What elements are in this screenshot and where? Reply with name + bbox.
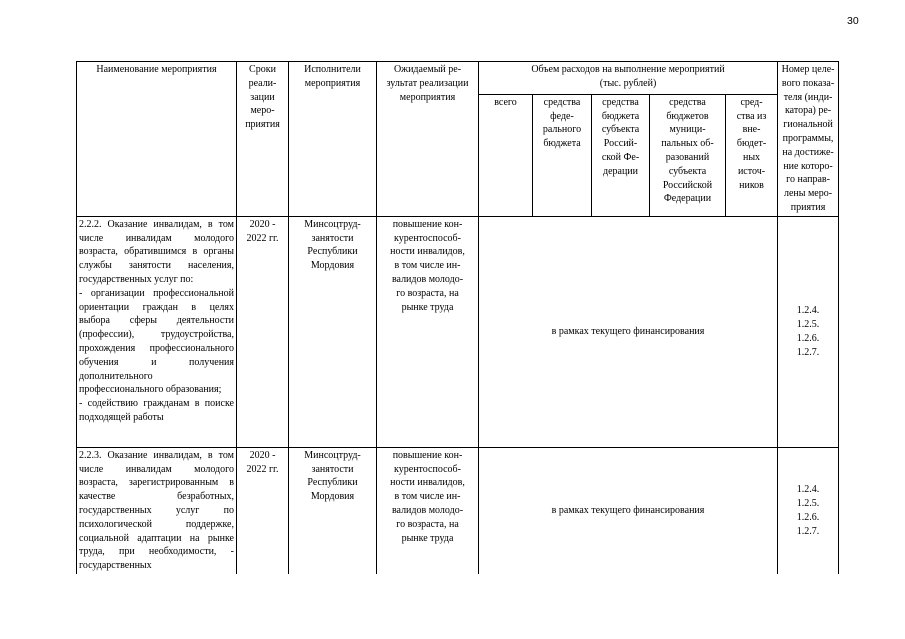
measure-indicators: 1.2.4. 1.2.5. 1.2.6. 1.2.7. [778,216,839,447]
header-regional: средства бюджета субъекта Россий- ской Фе- дерации [592,94,650,216]
header-terms: Сроки реали- зации меро- приятия [237,62,289,217]
header-federal: средства феде- рального бюджета [533,94,592,216]
header-municipal: средства бюджетов муници- пальных об- разований субъекта Российской Федерации [650,94,726,216]
table-row [77,216,839,447]
header-executors: Исполнители мероприятия [289,62,377,217]
header-name: Наименование мероприятия [77,62,237,217]
measure-result: повышение кон- курентоспособ- ности инвалидов, в том числе ин- валидов молодо- го возраста, на рынке труда [377,447,479,574]
measure-indicators: 1.2.4. 1.2.5. 1.2.6. 1.2.7. [778,447,839,574]
table-row [77,447,839,574]
measure-name: 2.2.3. Оказание инвалидам, в том числе инвалидам молодого возраста, зарегистрированным в качестве безработных, государственных услуг по психологической поддержке, социальной адаптации на рынке труда, при необходимости, - государственных [77,447,237,574]
page-number: 30 [847,15,859,27]
header-total: всего [479,94,533,216]
measure-financing: в рамках текущего финансирования [479,216,778,447]
header-row [77,62,839,95]
measure-financing: в рамках текущего финансирования [479,447,778,574]
header-expenses: Объем расходов на выполнение мероприятий (тыс. рублей) [479,62,778,95]
header-extrabudget: сред- ства из вне- бюдет- ных источ- ников [726,94,778,216]
header-indicator: Номер целе- вого показа- теля (инди- катора) ре- гиональной программы, на достиже- ние которо- го направ- лены меро- приятия [778,62,839,217]
measure-result: повышение кон- курентоспособ- ности инвалидов, в том числе ин- валидов молодо- го возраста, на рынке труда [377,216,479,447]
header-expected-result: Ожидаемый ре- зультат реализации мероприятия [377,62,479,217]
measure-executor: Минсоцтруд- занятости Республики Мордовия [289,216,377,447]
measure-terms: 2020 - 2022 гг. [237,216,289,447]
measure-executor: Минсоцтруд- занятости Республики Мордовия [289,447,377,574]
measure-name: 2.2.2. Оказание инвалидам, в том числе инвалидам молодого возраста, обратившимся в органы службы занятости населения, государственных услуг по: - организации профессиональной ориентации граждан в целях выбора сферы деятельности (профессии), трудоустройства, прохождения профессионального обучения и получения дополнительного профессионального образования; - содействию гражданам в поиске подходящей работы [77,216,237,447]
measure-terms: 2020 - 2022 гг. [237,447,289,574]
program-measures-table [76,61,839,574]
